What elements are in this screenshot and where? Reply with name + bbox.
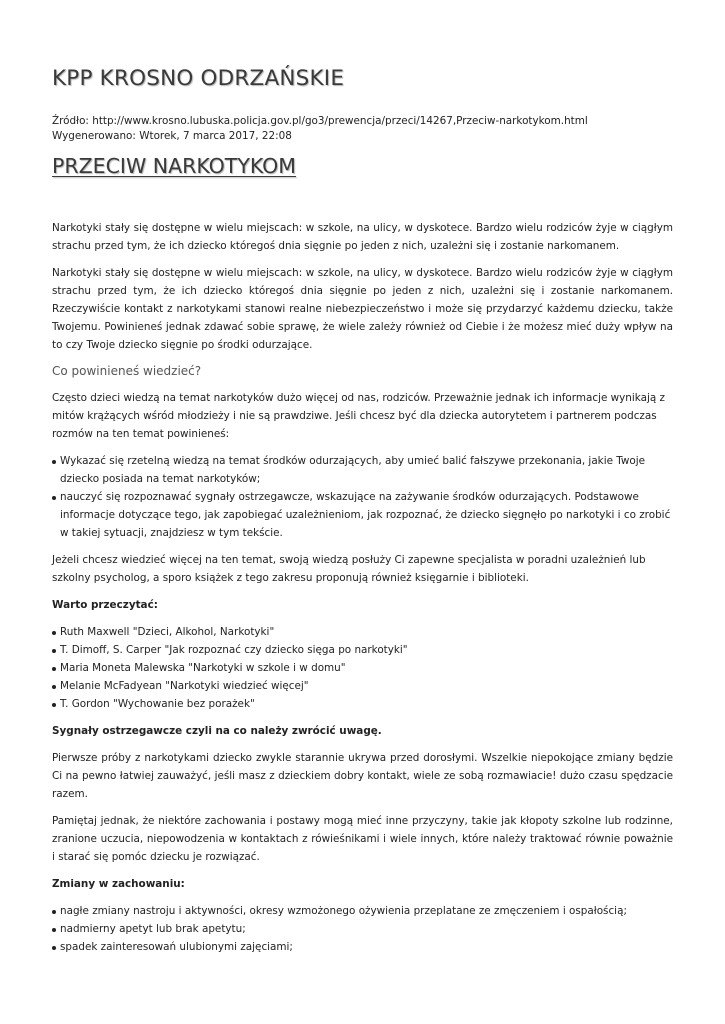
section-heading: Co powinieneś wiedzieć? xyxy=(52,364,202,378)
behavior-heading: Zmiany w zachowaniu: xyxy=(52,878,185,890)
lead-paragraph: Narkotyki stały się dostępne w wielu miejscach: w szkole, na ulicy, w dyskotece. Bardzo wielu rodziców żyje w ciągłym strachu przed tym, że ich dziecko któregoś dnia sięgnie po jeden z nich, uzależni się i zostanie narkomanem. xyxy=(52,222,673,252)
list-item: Maria Moneta Malewska "Narkotyki w szkole i w domu" xyxy=(52,659,673,677)
should-list xyxy=(52,452,673,542)
site-title: KPP KROSNO ODRZAŃSKIE xyxy=(52,66,345,91)
list-item: nadmierny apetyt lub brak apetytu; xyxy=(52,920,673,938)
signals-heading: Sygnały ostrzegawcze czyli na co należy zwrócić uwagę. xyxy=(52,725,382,737)
knowledge-paragraph: Często dzieci wiedzą na temat narkotyków dużo więcej od nas, rodziców. Przeważnie jednak ich informacje wynikają z mitów krążących wśród młodzieży i nie są prawdziwe. Jeśli chcesz być dla dziecka autorytetem i partnerem podczas rozmów na ten temat powinieneś: xyxy=(52,392,665,440)
list-item: T. Dimoff, S. Carper "Jak rozpoznać czy dziecko sięga po narkotyki" xyxy=(52,641,673,659)
list-item: nauczyć się rozpoznawać sygnały ostrzegawcze, wskazujące na zażywanie środków odurzających. Podstawowe informacje dotyczące tego, jak zapobiegać uzależnieniom, jak rozpoznać, że dziecko sięgnęło po narkotyki i co zrobić w takiej sytuacji, znajdziesz w tym tekście. xyxy=(52,488,673,542)
list-item: Melanie McFadyean "Narkotyki wiedzieć więcej" xyxy=(52,677,673,695)
article-title: PRZECIW NARKOTYKOM xyxy=(52,154,296,178)
article-body xyxy=(52,219,673,965)
specialist-paragraph: Jeżeli chcesz wiedzieć więcej na ten temat, swoją wiedzą posłuży Ci zapewne specjalista w poradni uzależnień lub szkolny psycholog, a sporo książek z tego zakresu proponują również księgarnie i biblioteki. xyxy=(52,554,646,584)
intro-paragraph: Narkotyki stały się dostępne w wielu miejscach: w szkole, na ulicy, w dyskotece. Bardzo wielu rodziców żyje w ciągłym strachu przed tym, że ich dziecko któregoś dnia sięgnie po jeden z nich, uzależni się i zostanie narkomanem. Rzeczywiście kontakt z narkotykami stanowi realne niebezpieczeństwo i może się przydarzyć każdemu dziecku, także Twojemu. Powinieneś jednak zdawać sobie sprawę, że wiele zależy również od Ciebie i że możesz mieć duży wpływ na to czy Twoje dziecko sięgnie po środki odurzające. xyxy=(52,267,673,351)
remember-paragraph: Pamiętaj jednak, że niektóre zachowania i postawy mogą mieć inne przyczyny, takie jak kłopoty szkolne lub rodzinne, zranione uczucia, niepowodzenia w kontaktach z rówieśnikami i wiele innych, które należy traktować równie poważnie i starać się pomóc dziecku je rozwiązać. xyxy=(52,815,673,863)
document-meta xyxy=(52,114,588,143)
reading-list xyxy=(52,623,673,713)
list-item: T. Gordon "Wychowanie bez porażek" xyxy=(52,695,673,713)
list-item: spadek zainteresowań ulubionymi zajęciami; xyxy=(52,938,673,956)
list-item: Wykazać się rzetelną wiedzą na temat środków odurzających, aby umieć balić fałszywe przekonania, jakie Twoje dziecko posiada na temat narkotyków; xyxy=(52,452,673,488)
first-tries-paragraph: Pierwsze próby z narkotykami dziecko zwykle starannie ukrywa przed dorosłymi. Wszelkie niepokojące zmiany będzie Ci na pewno łatwiej zauważyć, jeśli masz z dzieckiem dobry kontakt, wiele ze sobą rozmawiacie! dużo czasu spędzacie razem. xyxy=(52,752,673,800)
source-line: Źródło: http://www.krosno.lubuska.policja.gov.pl/go3/prewencja/przeci/14267,Przeciw-narkotykom.html xyxy=(52,115,588,127)
list-item: nagłe zmiany nastroju i aktywności, okresy wzmożonego ożywienia przeplatane ze zmęczeniem i ospałością; xyxy=(52,902,673,920)
list-item: Ruth Maxwell "Dzieci, Alkohol, Narkotyki" xyxy=(52,623,673,641)
behavior-list xyxy=(52,902,673,956)
reading-heading: Warto przeczytać: xyxy=(52,599,158,611)
generated-line: Wygenerowano: Wtorek, 7 marca 2017, 22:08 xyxy=(52,129,292,142)
